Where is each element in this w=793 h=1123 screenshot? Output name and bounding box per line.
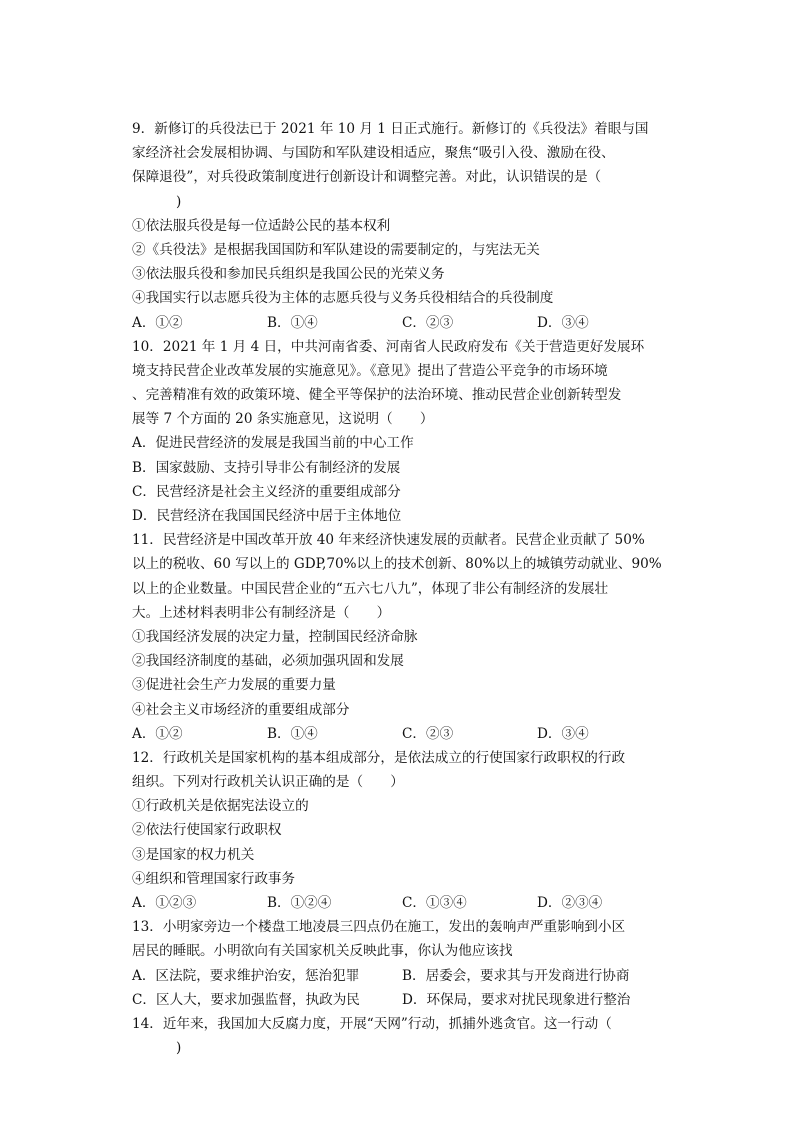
option-d[interactable]: D．③④ [537, 725, 589, 742]
question-11 [132, 528, 672, 746]
option-c[interactable]: C．区人大，要求加强监督，执政为民 [132, 991, 360, 1008]
statement: ①依法服兵役是每一位适龄公民的基本权利 [132, 217, 391, 234]
question-text-line: 以上的企业数量。中国民营企业的“五六七八九”，体现了非公有制经济的发展壮 [132, 580, 609, 597]
question-text-line: 9．新修订的兵役法已于 2021 年 10 月 1 日正式施行。新修订的《兵役法》着眼与国 [132, 121, 649, 137]
answer-options [132, 891, 672, 915]
statement: ②依法行使国家行政职权 [132, 822, 282, 839]
question-text-line: 境支持民营企业改革发展的实施意见》。《意见》提出了营造公平竞争的市场环境 [132, 362, 608, 379]
question-9 [132, 117, 672, 335]
question-text-line: 11．民营经济是中国改革开放 40 年来经济快速发展的贡献者。民营企业贡献了 50% [132, 532, 645, 549]
question-text-line: 组织。下列对行政机关认识正确的是（ ） [132, 774, 404, 791]
option-c[interactable]: C．②③ [402, 725, 454, 742]
option-a[interactable]: A．促进民营经济的发展是我国当前的中心工作 [132, 435, 414, 452]
statement: ①行政机关是依据宪法设立的 [132, 798, 309, 815]
answer-options [132, 311, 672, 335]
question-text-line: 10．2021 年 1 月 4 日，中共河南省委、河南省人民政府发布《关于营造更好发展环 [132, 338, 645, 355]
question-text-line: 展等 7 个方面的 20 条实施意见，这说明（ ） [132, 411, 434, 428]
statement: ④社会主义市场经济的重要组成部分 [132, 701, 350, 718]
option-c[interactable]: C．①③④ [402, 895, 467, 911]
question-text-line: 以上的税收、60 写以上的 GDP,70%以上的技术创新、80%以上的城镇劳动就业、90% [132, 556, 662, 573]
statement: ②《兵役法》是根据我国国防和军队建设的需要制定的，与宪法无关 [132, 241, 540, 258]
answer-options [132, 988, 672, 1012]
statement: ③依法服兵役和参加民兵组织是我国公民的光荣义务 [132, 266, 445, 283]
question-text-line: 大。上述材料表明非公有制经济是（ ） [132, 604, 391, 621]
option-b[interactable]: B．①②④ [267, 895, 332, 911]
option-a[interactable]: A．①② [132, 725, 183, 742]
option-b[interactable]: B．①④ [267, 725, 318, 742]
option-a[interactable]: A．①②③ [132, 895, 197, 911]
statement: ④我国实行以志愿兵役为主体的志愿兵役与义务兵役相结合的兵役制度 [132, 290, 554, 307]
option-d[interactable]: D．②③④ [537, 895, 603, 911]
option-c[interactable]: C．民营经济是社会主义经济的重要组成部分 [132, 483, 401, 500]
statement: ②我国经济制度的基础，必须加强巩固和发展 [132, 653, 404, 670]
question-text-line: ) [176, 1040, 182, 1057]
option-b[interactable]: B．居委会，要求其与开发商进行协商 [402, 967, 630, 984]
question-14 [132, 1012, 672, 1060]
statement: ①我国经济发展的决定力量，控制国民经济命脉 [132, 628, 418, 645]
option-b[interactable]: B．①④ [267, 314, 318, 331]
question-13 [132, 915, 672, 1012]
question-12 [132, 746, 672, 915]
statement: ④组织和管理国家行政事务 [132, 870, 296, 887]
statement: ③是国家的权力机关 [132, 846, 255, 863]
option-d[interactable]: D．民营经济在我国国民经济中居于主体地位 [132, 508, 402, 524]
option-d[interactable]: D．③④ [537, 314, 589, 331]
statement: ③促进社会生产力发展的重要力量 [132, 677, 336, 694]
question-text-line: 13．小明家旁边一个楼盘工地凌晨三四点仍在施工，发出的轰响声严重影响到小区 [132, 919, 626, 936]
question-text-line: 12．行政机关是国家机构的基本组成部分，是依法成立的行使国家行政职权的行政 [132, 749, 626, 766]
question-text-line: 保障退役”，对兵役政策制度进行创新设计和调整完善。对此，认识错误的是（ [132, 169, 602, 186]
option-c[interactable]: C．②③ [402, 314, 454, 331]
exam-page [132, 117, 672, 1060]
option-a[interactable]: A．①② [132, 314, 183, 331]
question-10 [132, 335, 672, 529]
question-text-line: 居民的睡眠。小明欲向有关国家机关反映此事，你认为他应该找 [132, 943, 513, 960]
option-b[interactable]: B．国家鼓励、支持引导非公有制经济的发展 [132, 459, 401, 476]
question-text-line: 家经济社会发展相协调、与国防和军队建设相适应，聚焦“吸引入役、激励在役、 [132, 145, 615, 162]
answer-options [132, 722, 672, 746]
option-a[interactable]: A．区法院，要求维护治安，惩治犯罪 [132, 967, 360, 984]
option-d[interactable]: D．环保局，要求对扰民现象进行整治 [402, 991, 631, 1008]
question-text-line: 、完善精准有效的政策环境、健全平等保护的法治环境、推动民营企业创新转型发 [132, 387, 622, 404]
question-text-line: 14．近年来，我国加大反腐力度，开展“天网”行动，抓捕外逃贪官。这一行动（ [132, 1015, 612, 1032]
question-text-line: ) [176, 193, 182, 210]
answer-options [132, 964, 672, 988]
